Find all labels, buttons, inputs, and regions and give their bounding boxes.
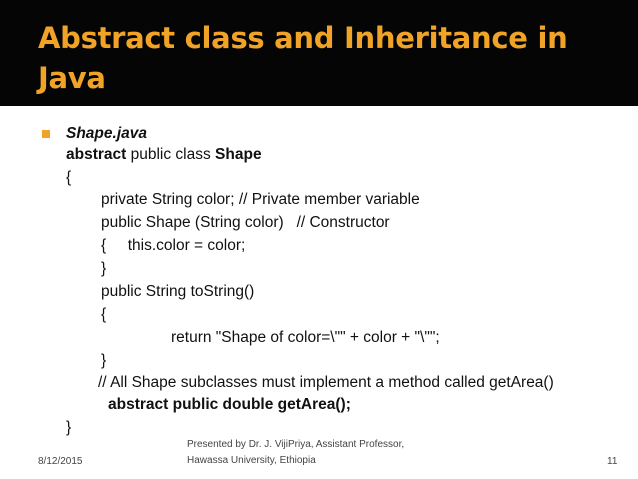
title-bar [0,0,638,106]
code-filename: Shape.java [66,125,147,142]
code-line-4: public Shape (String color) // Constructor [101,214,390,231]
slide-title: Abstract class and Inheritance in Java [38,21,568,95]
code-line-5: { this.color = color; [101,237,246,254]
bullet-marker-icon [42,130,50,138]
code-abstract-method: abstract public double getArea(); [108,396,351,413]
footer-presenter-2: Hawassa University, Ethiopia [187,455,316,466]
code-line-8: { [101,306,107,323]
code-class-decl: public class [126,146,216,163]
code-keyword-abstract: abstract [66,146,127,163]
code-line-10: } [101,352,107,369]
footer-date: 8/12/2015 [38,456,83,467]
code-line-7: public String toString() [101,283,255,300]
code-line-13: } [66,419,72,436]
footer-page-number: 11 [607,456,618,467]
code-comment: // All Shape subclasses must implement a method called getArea() [98,374,554,391]
code-line-3: private String color; // Private member variable [101,191,420,208]
code-line-6: } [101,260,107,277]
code-line-9: return "Shape of color=\"" + color + "\""; [171,329,440,346]
footer-presenter-1: Presented by Dr. J. VijiPriya, Assistant Professor, [187,439,405,450]
code-class-name: Shape [215,146,262,163]
code-line-2: { [66,169,72,186]
code-line-1 [66,145,262,165]
